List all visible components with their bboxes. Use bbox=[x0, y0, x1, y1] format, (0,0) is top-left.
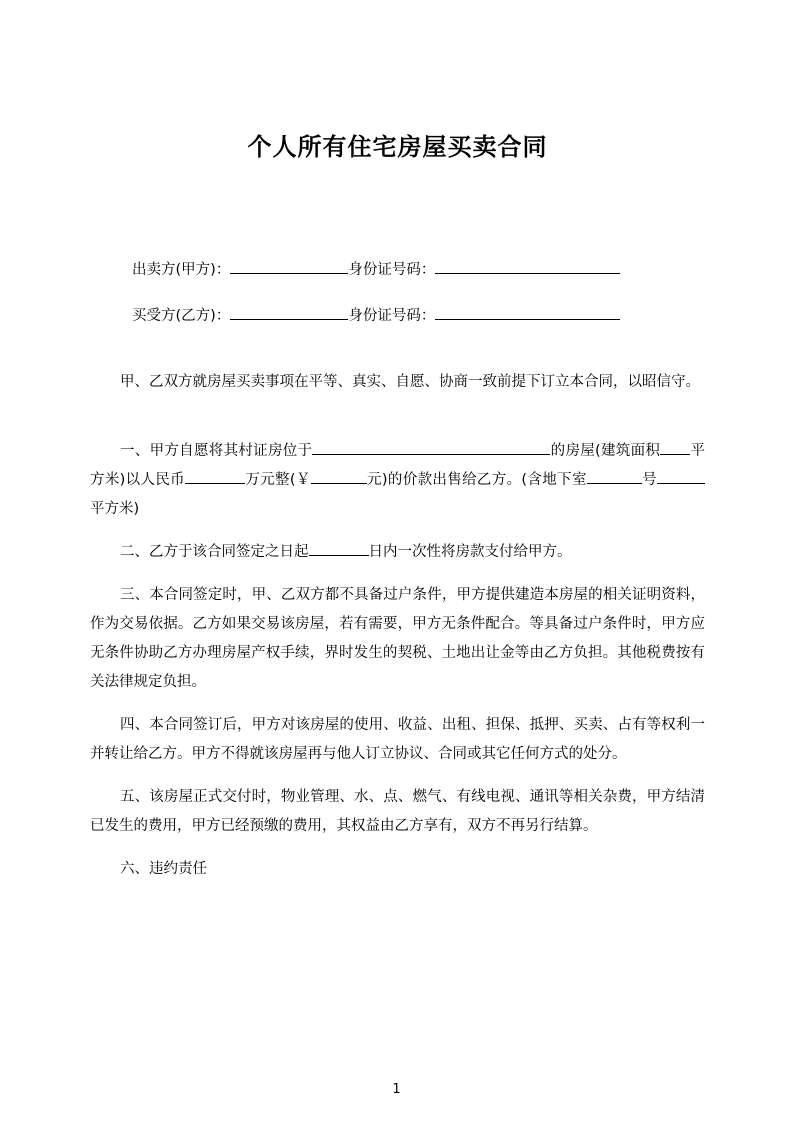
buyer-party-line bbox=[90, 303, 705, 331]
clause-3 bbox=[90, 581, 705, 697]
clause-1-blank-9[interactable] bbox=[587, 468, 642, 484]
clause-2-text-2: 日内一次性将房款支付给甲方。 bbox=[368, 544, 572, 561]
page-title: 个人所有住宅房屋买卖合同 bbox=[247, 133, 548, 161]
preamble-spacer bbox=[90, 348, 705, 368]
clause-6-text-0: 六、违约责任 bbox=[120, 861, 207, 878]
clause-1-blank-1[interactable] bbox=[312, 439, 550, 455]
title-spacer bbox=[90, 163, 705, 257]
seller-name-blank[interactable] bbox=[230, 259, 348, 275]
clause-1-text-0: 一、甲方自愿将其村证房位于 bbox=[120, 443, 313, 460]
clause-1-blank-11[interactable] bbox=[657, 468, 705, 484]
seller-id-blank[interactable] bbox=[435, 259, 620, 275]
seller-id-label: 身份证号码： bbox=[348, 262, 436, 279]
clause-3-text-0: 三、本合同签定时，甲、乙双方都不具备过户条件，甲方提供建造本房屋的相关证明资料，作为交易依据。乙方如果交易该房屋，若有需要，甲方无条件配合。等具备过户条件时，甲方应无条件协助乙方办理房屋产权手续，界时发生的契税、土地出让金等由乙方负担。其他税费按有关法律规定负担。 bbox=[90, 587, 705, 691]
clause-6 bbox=[90, 855, 705, 884]
seller-label: 出卖方(甲方)： bbox=[132, 262, 231, 279]
clause-1-blank-3[interactable] bbox=[660, 439, 690, 455]
clause-5 bbox=[90, 783, 705, 841]
seller-party-line bbox=[90, 257, 705, 285]
clause-1-text-2: 的房屋(建筑面积 bbox=[550, 443, 661, 460]
clause-1-text-6: 万元整(￥ bbox=[245, 472, 311, 489]
clause-2-text-0: 二、乙方于该合同签定之日起 bbox=[120, 544, 309, 561]
clause-4-text-0: 四、本合同签订后，甲方对该房屋的使用、收益、出租、担保、抵押、买卖、占有等权利一并转让给乙方。甲方不得就该房屋再与他人订立协议、合同或其它任何方式的处分。 bbox=[90, 717, 705, 763]
clauses-spacer bbox=[90, 411, 705, 437]
clause-5-text-0: 五、该房屋正式交付时，物业管理、水、点、燃气、有线电视、通讯等相关杂费，甲方结清已发生的费用，甲方已经预缴的费用，其权益由乙方享有，双方不再另行结算。 bbox=[90, 789, 705, 835]
clause-1-text-8: 元)的价款出售给乙方。(含地下室 bbox=[366, 472, 587, 489]
buyer-name-blank[interactable] bbox=[230, 304, 348, 320]
buyer-id-label: 身份证号码： bbox=[348, 307, 436, 324]
clause-list bbox=[90, 437, 705, 884]
clause-2-blank-1[interactable] bbox=[309, 540, 369, 556]
clause-4 bbox=[90, 711, 705, 769]
clause-1-blank-5[interactable] bbox=[185, 468, 245, 484]
page-number: 1 bbox=[392, 1082, 401, 1097]
document-content bbox=[90, 0, 705, 898]
clause-1-text-12: 平方米) bbox=[90, 501, 140, 518]
buyer-id-blank[interactable] bbox=[435, 304, 620, 320]
clause-1-text-4: 平方米)以人民币 bbox=[90, 443, 705, 489]
clause-1-blank-7[interactable] bbox=[311, 468, 367, 484]
preamble-paragraph: 甲、乙双方就房屋买卖事项在平等、真实、自愿、协商一致前提下订立本合同，以昭信守。 bbox=[120, 374, 700, 391]
clause-1 bbox=[90, 437, 705, 524]
clause-1-text-10: 号 bbox=[641, 472, 657, 489]
clause-2 bbox=[90, 538, 705, 567]
buyer-label: 买受方(乙方)： bbox=[132, 307, 231, 324]
